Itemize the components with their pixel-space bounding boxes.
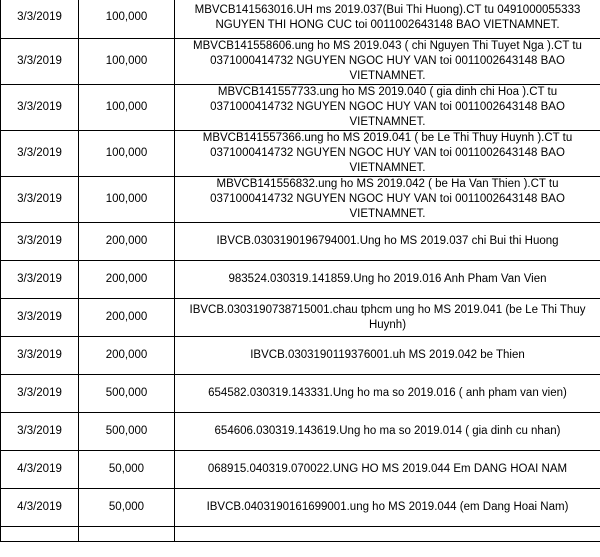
amount-cell: 200,000	[79, 337, 175, 375]
table-row	[1, 451, 600, 489]
amount-cell: 50,000	[79, 451, 175, 489]
description-cell: MBVCB141557733.ung ho MS 2019.040 ( gia dinh chi Hoa ).CT tu 0371000414732 NGUYEN NGOC HUY VAN toi 0011002643148 BAO VIETNAMNET.	[175, 85, 600, 131]
description-cell: 983524.030319.141859.Ung ho 2019.016 Anh Pham Van Vien	[175, 261, 600, 299]
table-row	[1, 413, 600, 451]
date-cell: 3/3/2019	[1, 39, 79, 85]
amount-cell: 100,000	[79, 0, 175, 39]
table-row	[1, 337, 600, 375]
date-cell: 4/3/2019	[1, 489, 79, 527]
table-row	[1, 0, 600, 39]
amount-cell: 50,000	[79, 489, 175, 527]
date-cell: 3/3/2019	[1, 375, 79, 413]
table-row	[1, 223, 600, 261]
description-cell: MBVCB141563016.UH ms 2019.037(Bui Thi Huong).CT tu 0491000055333 NGUYEN THI HONG CUC toi 0011002643148 BAO VIETNAMNET.	[175, 0, 600, 39]
date-cell: 3/3/2019	[1, 177, 79, 223]
amount-cell: 100,000	[79, 39, 175, 85]
table-row	[1, 131, 600, 177]
table-row	[1, 299, 600, 337]
date-cell: 3/3/2019	[1, 0, 79, 39]
table-row	[1, 261, 600, 299]
amount-cell: 100,000	[79, 177, 175, 223]
description-cell: MBVCB141558606.ung ho MS 2019.043 ( chi Nguyen Thi Tuyet Nga ).CT tu 0371000414732 NGUYEN NGOC HUY VAN toi 0011002643148 BAO VIETNAMNET.	[175, 39, 600, 85]
description-cell: MBVCB141557366.ung ho MS 2019.041 ( be Le Thi Thuy Huynh ).CT tu 0371000414732 NGUYEN NGOC HUY VAN toi 0011002643148 BAO VIETNAMNET.	[175, 131, 600, 177]
date-cell: 3/3/2019	[1, 131, 79, 177]
table-row	[1, 489, 600, 527]
table-row	[1, 527, 600, 542]
amount-cell: 200,000	[79, 299, 175, 337]
table-row	[1, 85, 600, 131]
table-row	[1, 39, 600, 85]
description-cell: 654582.030319.143331.Ung ho ma so 2019.016 ( anh pham van vien)	[175, 375, 600, 413]
date-cell	[1, 527, 79, 542]
date-cell: 3/3/2019	[1, 223, 79, 261]
date-cell: 3/3/2019	[1, 413, 79, 451]
amount-cell	[79, 527, 175, 542]
description-cell: IBVCB.0303190119376001.uh MS 2019.042 be Thien	[175, 337, 600, 375]
table-row	[1, 375, 600, 413]
description-cell: IBVCB.0303190196794001.Ung ho MS 2019.037 chi Bui thi Huong	[175, 223, 600, 261]
description-cell: MBVCB141556832.ung ho MS 2019.042 ( be Ha Van Thien ).CT tu 0371000414732 NGUYEN NGOC HUY VAN toi 0011002643148 BAO VIETNAMNET.	[175, 177, 600, 223]
table-row	[1, 177, 600, 223]
amount-cell: 100,000	[79, 131, 175, 177]
date-cell: 3/3/2019	[1, 299, 79, 337]
description-cell	[175, 527, 600, 542]
description-cell: IBVCB.0403190161699001.ung ho MS 2019.044 (em Dang Hoai Nam)	[175, 489, 600, 527]
description-cell: 654606.030319.143619.Ung ho ma so 2019.014 ( gia dinh cu nhan)	[175, 413, 600, 451]
amount-cell: 200,000	[79, 223, 175, 261]
date-cell: 3/3/2019	[1, 85, 79, 131]
amount-cell: 100,000	[79, 85, 175, 131]
date-cell: 3/3/2019	[1, 337, 79, 375]
amount-cell: 200,000	[79, 261, 175, 299]
amount-cell: 500,000	[79, 375, 175, 413]
date-cell: 3/3/2019	[1, 261, 79, 299]
description-cell: 068915.040319.070022.UNG HO MS 2019.044 Em DANG HOAI NAM	[175, 451, 600, 489]
date-cell: 4/3/2019	[1, 451, 79, 489]
description-cell: IBVCB.0303190738715001.chau tphcm ung ho MS 2019.041 (be Le Thi Thuy Huynh)	[175, 299, 600, 337]
amount-cell: 500,000	[79, 413, 175, 451]
